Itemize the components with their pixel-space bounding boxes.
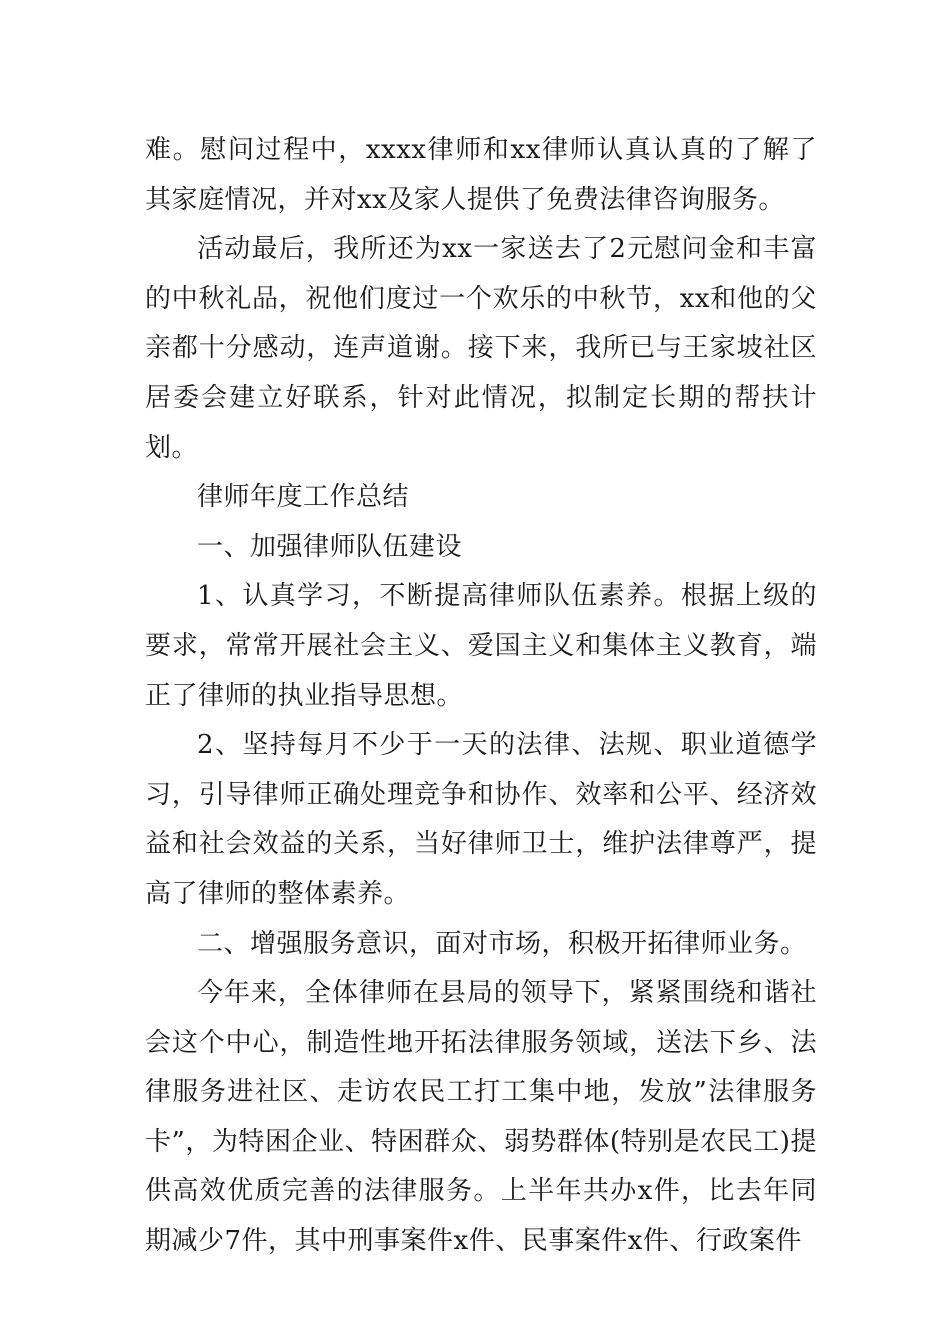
paragraph-continuation: 难。慰问过程中，xxxx律师和xx律师认真认真的了解了其家庭情况，并对xx及家人提供了免费法律咨询服务。	[145, 135, 817, 215]
heading-part-two: 二、增强服务意识，面对市场，积极开拓律师业务。	[197, 928, 807, 959]
heading-part-one: 一、加强律师队伍建设	[197, 531, 463, 562]
paragraph-item-1: 1、认真学习，不断提高律师队伍素养。根据上级的要求，常常开展社会主义、爱国主义和集体主义教育，端正了律师的执业指导思想。	[145, 581, 817, 711]
section-title: 律师年度工作总结	[197, 482, 410, 513]
paragraph-item-2: 2、坚持每月不少于一天的法律、法规、职业道德学习，引导律师正确处理竞争和协作、效率和公平、经济效益和社会效益的关系，当好律师卫士，维护法律尊严，提高了律师的整体素养。	[145, 730, 817, 909]
paragraph-activity-conclusion: 活动最后，我所还为xx一家送去了2元慰问金和丰富的中秋礼品，祝他们度过一个欢乐的中秋节，xx和他的父亲都十分感动，连声道谢。接下来，我所已与王家坡社区居委会建立好联系，针对此情况，拟制定长期的帮扶计划。	[145, 234, 817, 463]
paragraph-this-year: 今年来，全体律师在县局的领导下，紧紧围绕和谐社会这个中心，制造性地开拓法律服务领域，送法下乡、法律服务进社区、走访农民工打工集中地，发放”法律服务卡”，为特困企业、特困群众、弱势群体(特别是农民工)提供高效优质完善的法律服务。上半年共办x件，比去年同期减少7件，其中刑事案件x件、民事案件x件、行政案件	[145, 978, 817, 1257]
document-body	[145, 126, 817, 1267]
